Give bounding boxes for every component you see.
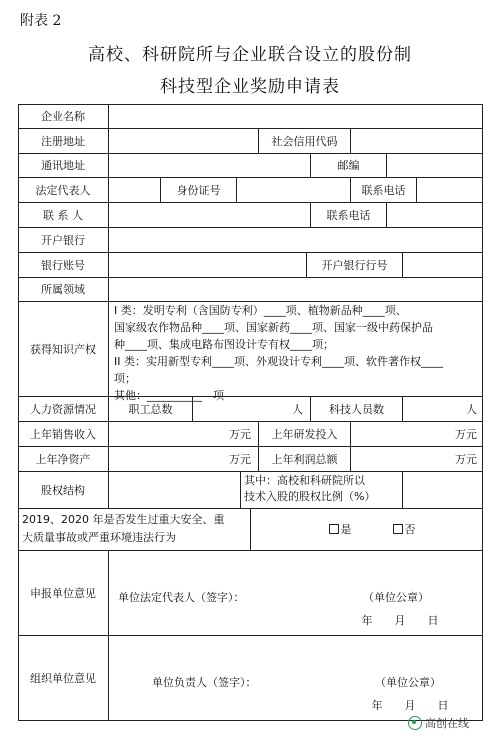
postcode-label: 邮编 — [337, 159, 360, 172]
equity-field[interactable] — [109, 471, 240, 508]
safety-question — [22, 511, 250, 547]
profit-unit: 万元 — [455, 452, 477, 466]
sales-field[interactable] — [109, 421, 251, 446]
credit-code-label: 社会信用代码 — [271, 134, 338, 148]
ip-line-2: 国家级农作物品种____项、国家新药____项、国家一级中药保护品 — [114, 321, 433, 334]
org-date[interactable]: 年 月 日 — [371, 699, 449, 712]
safety-question-line-2: 大质量事故或严重环境违法行为 — [22, 531, 176, 544]
equity-note — [244, 473, 402, 505]
phone-field[interactable] — [417, 177, 482, 202]
ip-line-3: 种____项、集成电路布图设计专有权____项； — [114, 338, 334, 351]
no-label: 否 — [404, 523, 416, 536]
mail-address-field[interactable] — [109, 153, 310, 177]
equity-label: 股权结构 — [41, 483, 85, 497]
ip-details[interactable] — [114, 302, 480, 404]
safety-yes-option[interactable] — [320, 508, 360, 550]
employees-label: 职工总数 — [128, 402, 173, 416]
credit-code-field[interactable] — [351, 128, 482, 153]
ip-line-5: 项； — [114, 372, 136, 385]
org-opinion-label: 组织单位意见 — [30, 672, 96, 685]
postcode-field[interactable] — [387, 153, 482, 177]
account-field[interactable] — [109, 252, 306, 277]
bank-label: 开户银行 — [41, 233, 85, 247]
applicant-opinion-label: 申报单位意见 — [30, 586, 96, 600]
no-checkbox[interactable] — [393, 524, 403, 534]
equity-note-line-2: 技术入股的股权比例（%） — [244, 490, 376, 503]
rd-label: 上年研发投入 — [271, 427, 338, 441]
table-border-right — [482, 104, 483, 721]
company-name-label: 企业名称 — [41, 110, 85, 123]
applicant-signature[interactable]: 单位法定代表人（签字）： — [118, 591, 245, 604]
sales-label: 上年销售收入 — [30, 427, 96, 441]
net-assets-field[interactable] — [109, 446, 251, 471]
profit-field[interactable] — [351, 446, 477, 471]
applicant-seal: （单位公章） — [363, 591, 429, 604]
company-name-field[interactable] — [109, 104, 482, 128]
contact-phone-label: 联系电话 — [326, 208, 371, 222]
reg-address-field[interactable] — [109, 128, 258, 153]
yes-checkbox[interactable] — [329, 524, 339, 534]
safety-no-option[interactable] — [384, 508, 424, 550]
contact-field[interactable] — [109, 202, 310, 227]
id-number-field[interactable] — [237, 177, 350, 202]
net-assets-unit: 万元 — [229, 452, 251, 466]
tech-staff-field[interactable] — [403, 396, 477, 421]
mail-address-label: 通讯地址 — [41, 159, 85, 172]
tech-staff-unit: 人 — [466, 402, 477, 416]
equity-ratio-field[interactable] — [403, 471, 482, 508]
org-seal: （单位公章） — [375, 676, 441, 689]
employees-unit: 人 — [292, 402, 303, 416]
net-assets-label: 上年净资产 — [35, 452, 91, 466]
id-number-label: 身份证号 — [176, 183, 221, 197]
account-label: 银行账号 — [41, 258, 85, 272]
employees-field[interactable] — [193, 396, 303, 421]
equity-note-line-1: 其中：高校和科研院所以 — [244, 474, 365, 487]
form-title-line1: 高校、科研院所与企业联合设立的股份制 — [88, 45, 412, 65]
ip-line-1: I 类：发明专利（含国防专利）____项、植物新品种____项、 — [114, 304, 407, 317]
contact-phone-field[interactable] — [387, 202, 482, 227]
ip-label: 获得知识产权 — [30, 342, 96, 356]
yes-label: 是 — [340, 523, 352, 536]
org-signature[interactable]: 单位负责人（签字）： — [152, 676, 257, 689]
rd-field[interactable] — [351, 421, 477, 446]
rd-unit: 万元 — [455, 427, 477, 441]
sales-unit: 万元 — [229, 427, 251, 441]
phone-label: 联系电话 — [361, 183, 406, 197]
domain-label: 所属领域 — [41, 283, 85, 296]
bank-code-field[interactable] — [403, 252, 482, 277]
domain-field[interactable] — [109, 277, 482, 301]
safety-question-line-1: 2019、2020 年是否发生过重大安全、重 — [22, 513, 225, 526]
legal-rep-label: 法定代表人 — [35, 183, 91, 197]
legal-rep-field[interactable] — [109, 177, 160, 202]
form-title-line2: 科技型企业奖励申请表 — [160, 77, 340, 97]
watermark-logo-icon — [408, 716, 422, 730]
ip-line-6: 其他：__________ 项 — [114, 389, 224, 402]
bank-field[interactable] — [109, 227, 482, 252]
contact-label: 联 系 人 — [43, 208, 83, 222]
appendix-label: 附表 2 — [20, 13, 62, 29]
reg-address-label: 注册地址 — [41, 134, 85, 148]
applicant-date[interactable]: 年 月 日 — [361, 614, 439, 627]
hr-label: 人力资源情况 — [30, 402, 96, 416]
bank-code-label: 开户银行行号 — [321, 258, 388, 272]
ip-line-4: II 类：实用新型专利____项、外观设计专利____项、软件著作权____ — [114, 355, 443, 368]
watermark — [408, 715, 469, 731]
profit-label: 上年利润总额 — [271, 452, 338, 466]
tech-staff-label: 科技人员数 — [329, 402, 384, 416]
watermark-text: 高创在线 — [425, 717, 469, 730]
